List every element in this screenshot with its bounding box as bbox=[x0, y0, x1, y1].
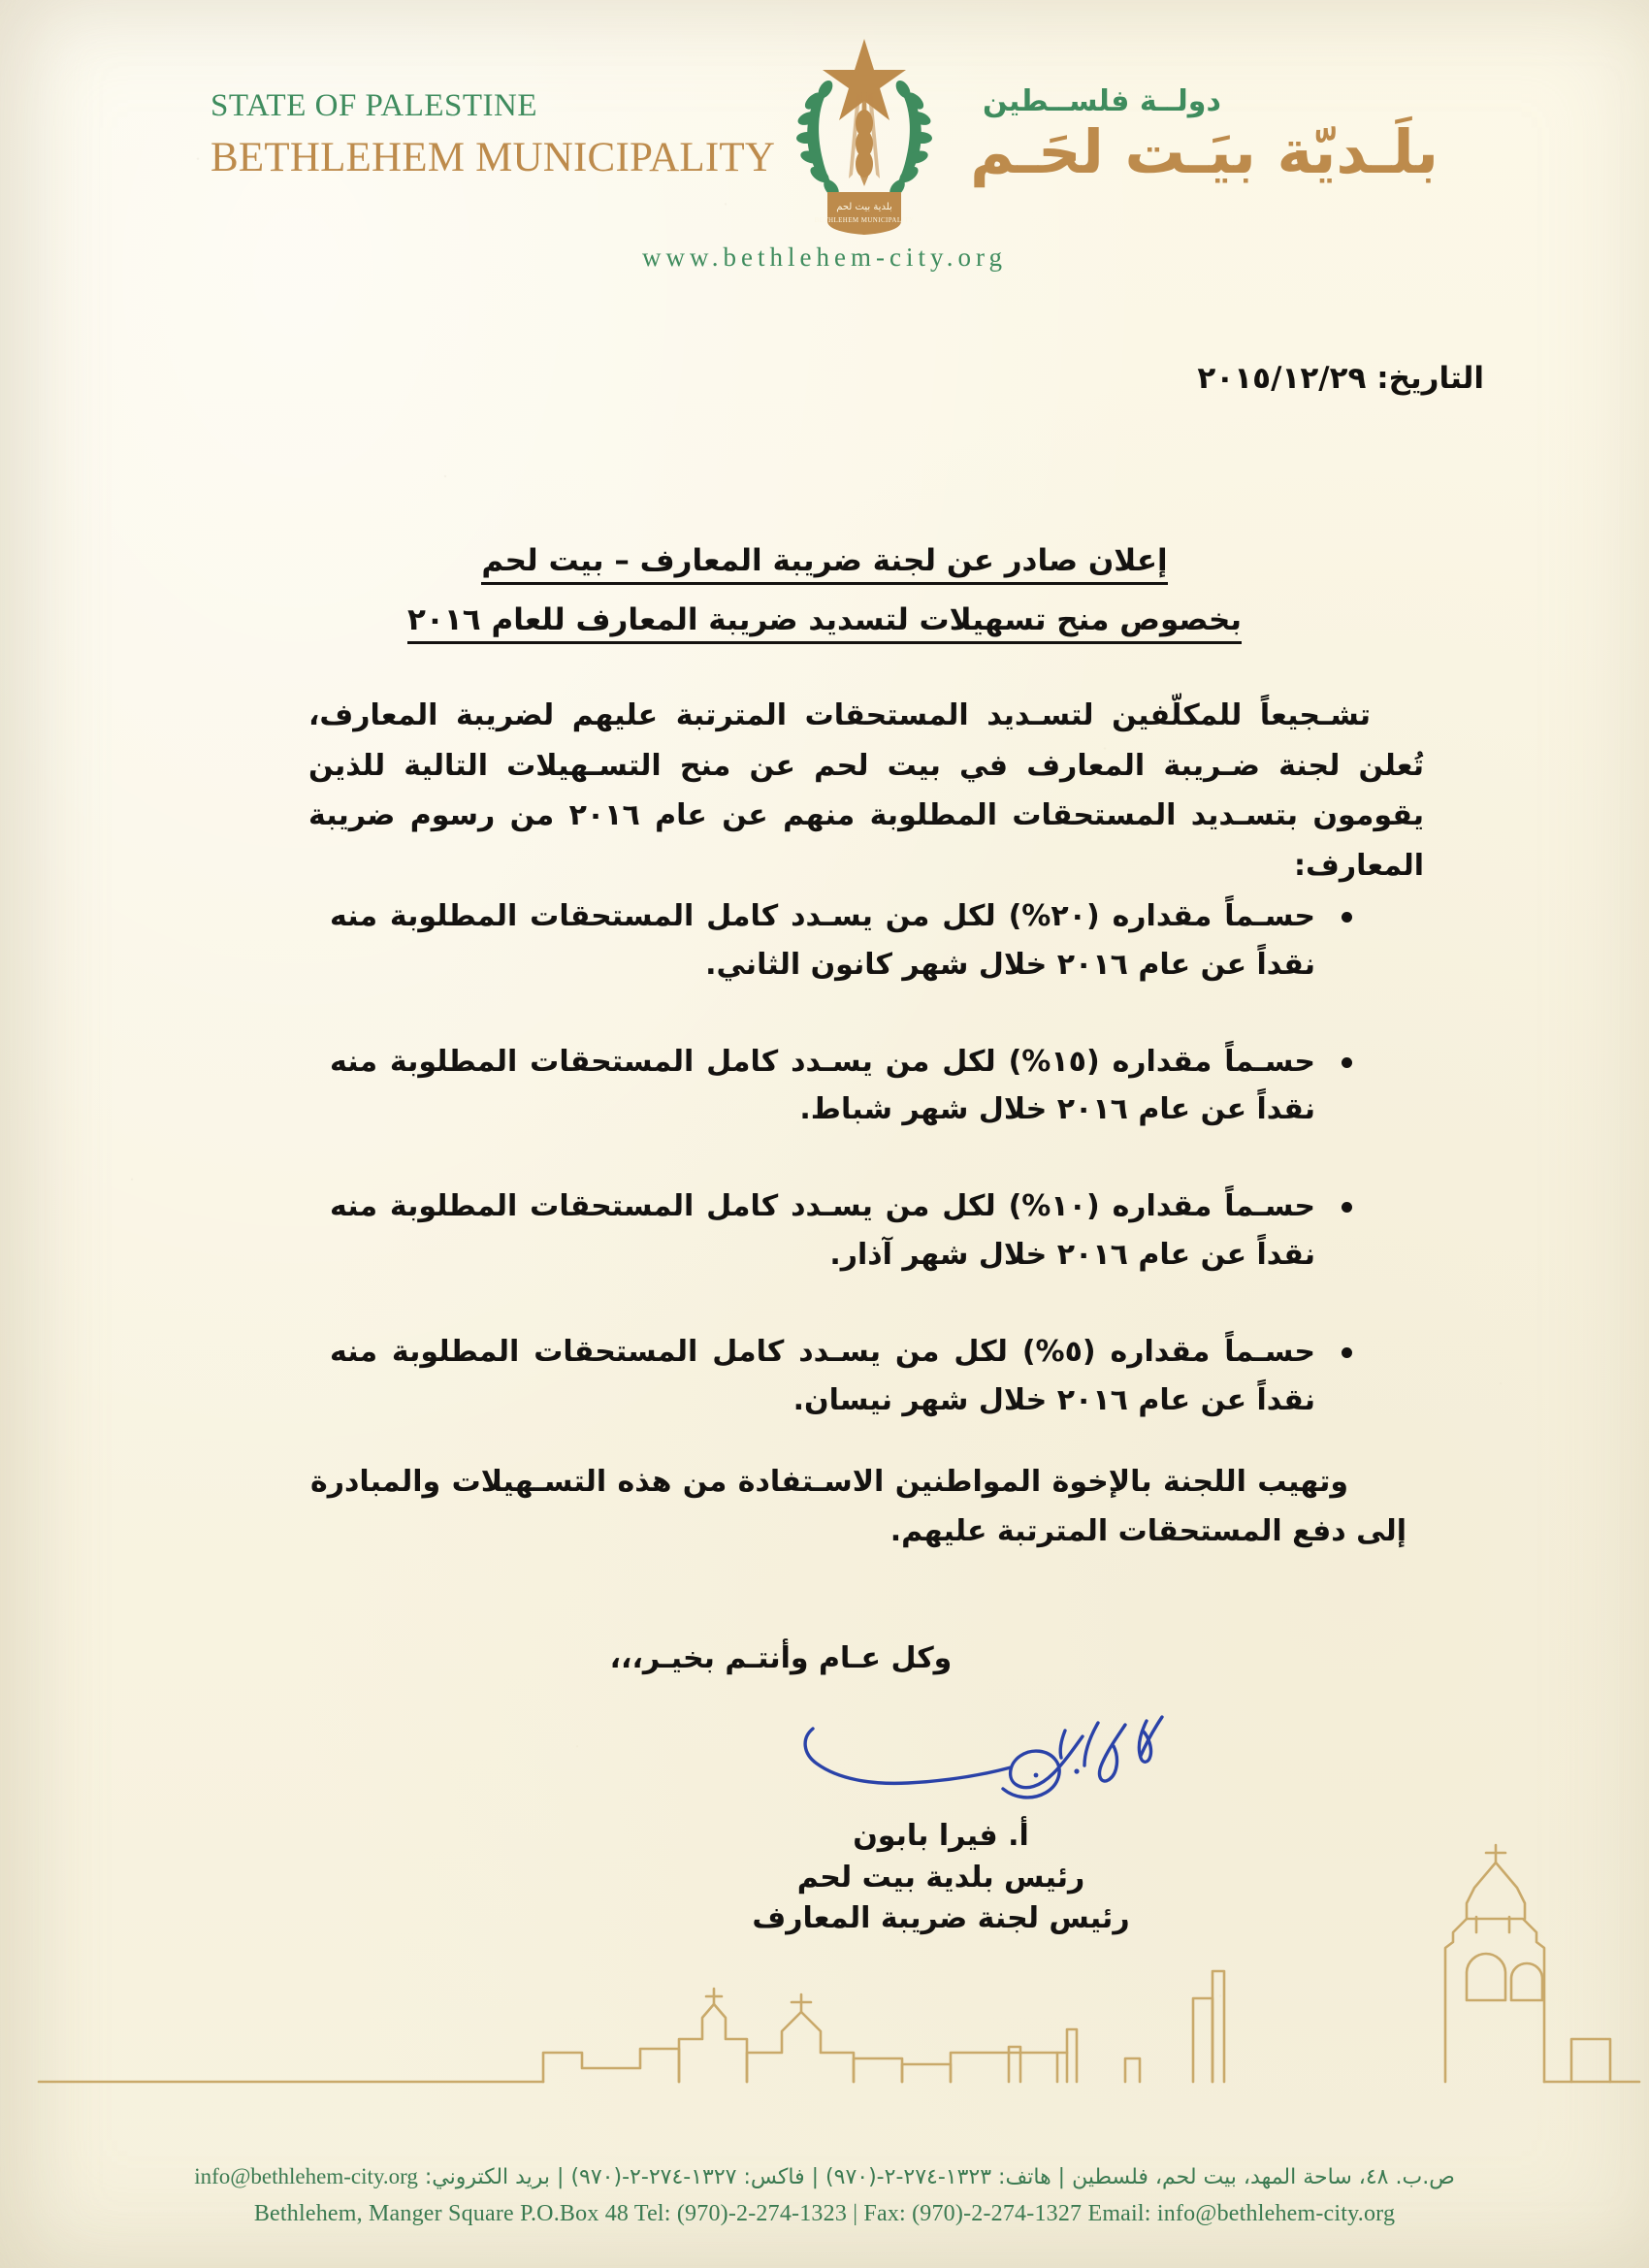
letterhead-state-arabic: دولــة فلســطين bbox=[983, 84, 1221, 119]
handwritten-signature-icon bbox=[737, 1707, 1145, 1814]
list-item: حسـماً مقداره (٢٠%) لكل من يسـدد كامل المستحقات المطلوبة منه نقداً عن عام ٢٠١٦ خلال شهر كانون الثاني. bbox=[330, 892, 1358, 989]
footer-english-line: Bethlehem, Manger Square P.O.Box 48 Tel: (970)-2-274-1323 | Fax: (970)-2-274-1327 Email: info@bethlehem-city.org bbox=[253, 2201, 1396, 2226]
document-title bbox=[0, 543, 1649, 662]
discount-list bbox=[330, 892, 1358, 1473]
list-item: حسـماً مقداره (٥%) لكل من يسـدد كامل المستحقات المطلوبة منه نقداً عن عام ٢٠١٦ خلال شهر نيسان. bbox=[330, 1328, 1358, 1425]
list-item: حسـماً مقداره (١٥%) لكل من يسـدد كامل المستحقات المطلوبة منه نقداً عن عام ٢٠١٦ خلال شهر شباط. bbox=[330, 1038, 1358, 1135]
letterhead-english bbox=[210, 88, 776, 181]
footer bbox=[0, 2164, 1649, 2227]
document-date: التاريخ: ٢٠١٥/١٢/٢٩ bbox=[1197, 361, 1484, 396]
intro-paragraph: تشـجيعاً للمكلّفين لتسـديد المستحقات المترتبة عليهم لضريبة المعارف، تُعلن لجنة ضـريبة المعارف في بيت لحم عن منح التسـهيلات التالية للذين يقومون بتسـديد المستحقات المطلوبة منهم عن عام ٢٠١٦ من رسوم ضريبة المعارف: bbox=[308, 698, 1424, 883]
svg-text:BETHLEHEM MUNICIPALITY: BETHLEHEM MUNICIPALITY bbox=[814, 215, 915, 224]
greeting-line: وكل عـام وأنتـم بخيـر،،، bbox=[609, 1641, 953, 1675]
svg-text:بلدية بيت لحم: بلدية بيت لحم bbox=[836, 201, 892, 212]
footer-arabic-text: ص.ب. ٤٨، ساحة المهد، بيت لحم، فلسطين | هاتف: ١٣٢٣-٢٧٤-٢-(٩٧٠) | فاكس: ١٣٢٧-٢٧٤-٢-(٩٧٠) | بريد الكتروني: bbox=[424, 2165, 1455, 2189]
municipality-emblem-icon bbox=[767, 31, 961, 240]
list-item: حسـماً مقداره (١٠%) لكل من يسـدد كامل المستحقات المطلوبة منه نقداً عن عام ٢٠١٦ خلال شهر آذار. bbox=[330, 1183, 1358, 1280]
letterhead-municipality-arabic: بلَـديّة بيَـت لحَـم bbox=[970, 116, 1439, 188]
letterhead-municipality-english: BETHLEHEM MUNICIPALITY bbox=[210, 135, 776, 180]
signatory-title-mayor: رئيس بلدية بيت لحم bbox=[796, 1860, 1085, 1895]
signatory-name: أ. فيرا بابون bbox=[853, 1819, 1029, 1853]
title-line-1: إعلان صادر عن لجنة ضريبة المعارف – بيت لحم bbox=[481, 543, 1167, 585]
footer-email-arabic[interactable]: info@bethlehem-city.org bbox=[194, 2164, 418, 2188]
title-line-2: بخصوص منح تسهيلات لتسديد ضريبة المعارف للعام ٢٠١٦ bbox=[407, 602, 1242, 644]
footer-arabic-line bbox=[0, 2164, 1649, 2189]
letterhead-website: www.bethlehem-city.org bbox=[642, 243, 1007, 272]
signatory-title-committee: رئيس لجنة ضريبة المعارف bbox=[752, 1901, 1130, 1936]
letterhead-state-english: STATE OF PALESTINE bbox=[210, 88, 538, 123]
signature-block bbox=[737, 1707, 1145, 1940]
closing-paragraph: وتهيب اللجنة بالإخوة المواطنين الاسـتفادة من هذه التسـهيلات والمبادرة إلى دفع المستحقات المترتبة عليهم. bbox=[310, 1465, 1406, 1548]
letterhead bbox=[0, 33, 1649, 324]
letterhead-arabic bbox=[965, 84, 1439, 188]
